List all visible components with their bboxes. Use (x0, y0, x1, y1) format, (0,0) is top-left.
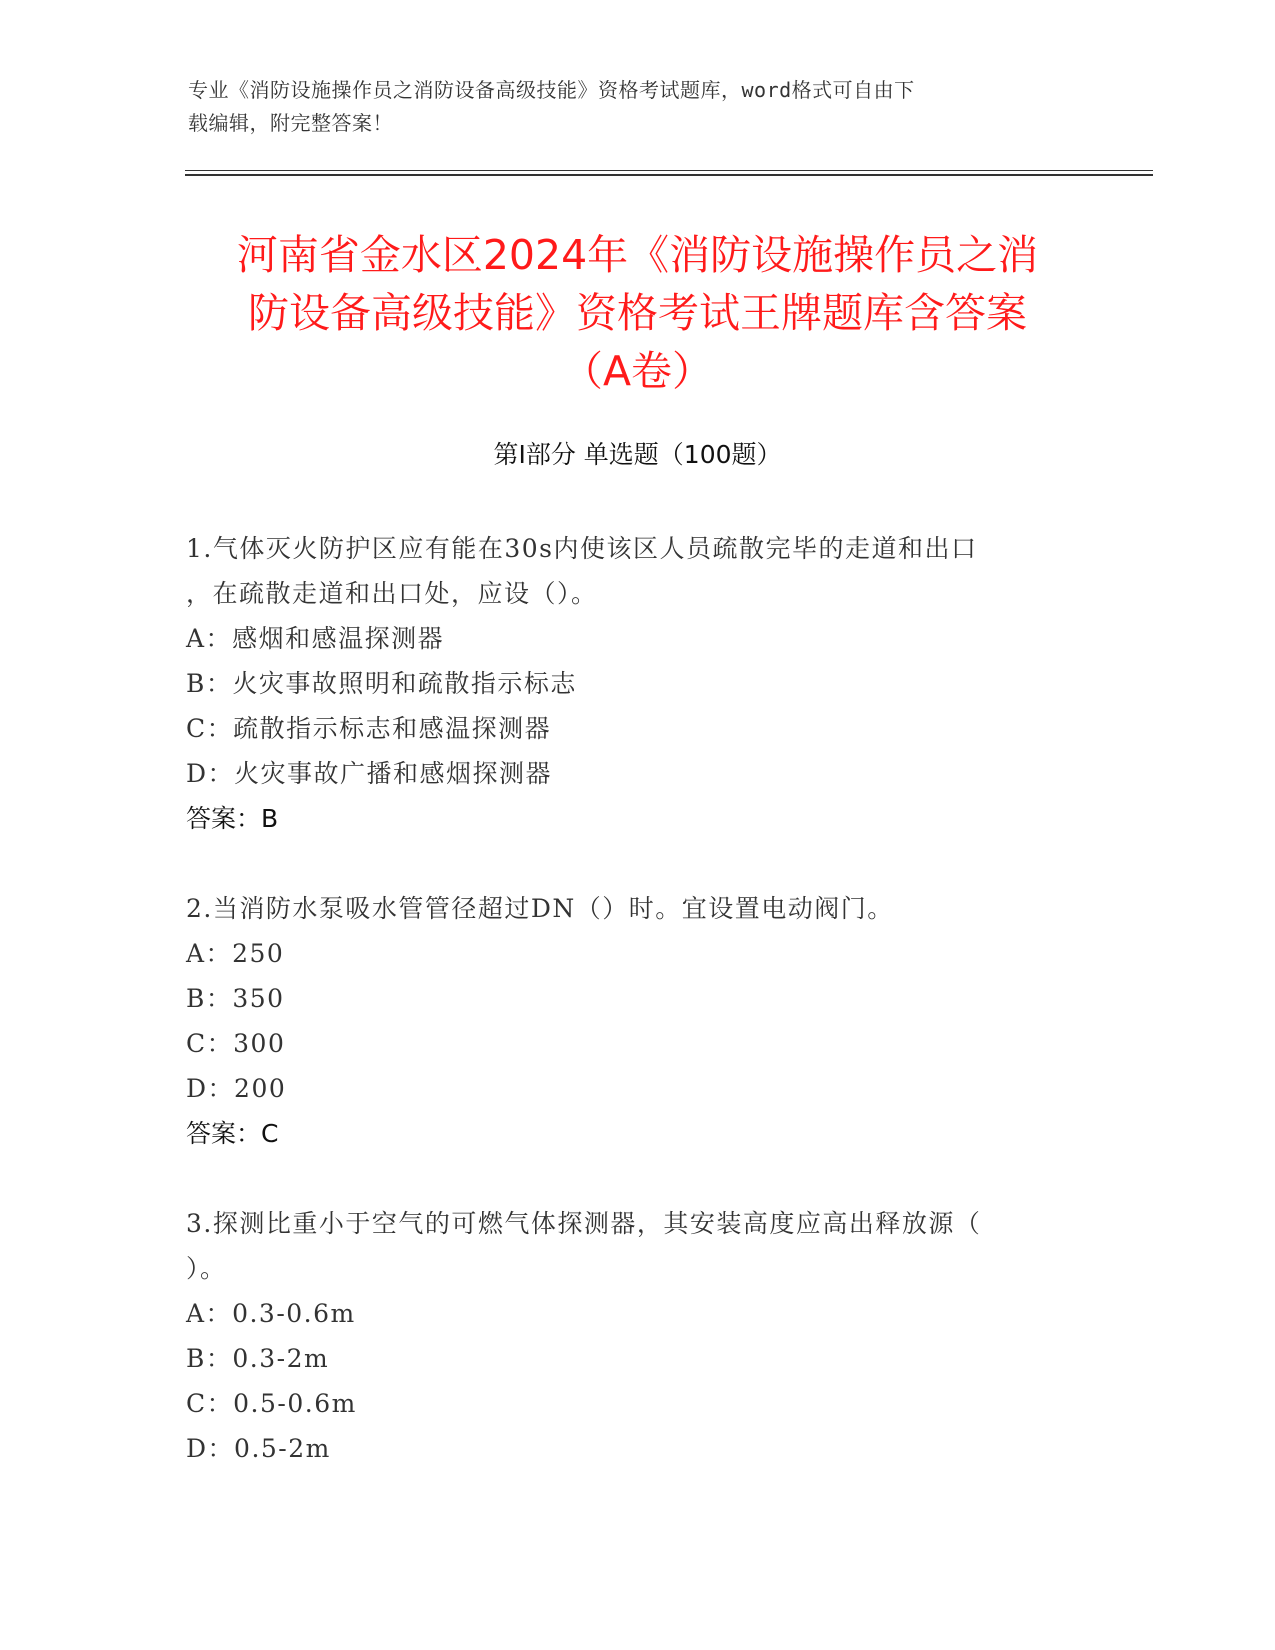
option-text: 200 (234, 1074, 287, 1103)
option-a (186, 616, 1066, 661)
option-label: A： (186, 939, 233, 968)
option-label: C： (186, 1389, 234, 1418)
option-label: B： (186, 1344, 233, 1373)
option-label: A： (186, 1299, 233, 1328)
header-rule-thick (185, 174, 1153, 176)
document-title-line-3: （A卷） (561, 347, 714, 395)
option-text: 300 (233, 1029, 286, 1058)
option-text: 0.5-2m (234, 1434, 331, 1463)
question-stem: 3.探测比重小于空气的可燃气体探测器，其安装高度应高出释放源（ (186, 1209, 982, 1238)
question-2 (186, 886, 1066, 1156)
question-stem-continued: ）。 (186, 1254, 227, 1283)
option-d (186, 751, 1066, 796)
option-text: 0.3-2m (232, 1344, 330, 1373)
document-title (170, 226, 1105, 400)
option-a (186, 1291, 1066, 1336)
option-b (186, 661, 1066, 706)
option-label: B： (186, 984, 233, 1013)
option-text: 350 (232, 984, 285, 1013)
option-c (186, 1021, 1066, 1066)
header-note (188, 74, 1068, 140)
option-label: B： (186, 669, 233, 698)
option-text: 火灾事故广播和感烟探测器 (234, 759, 553, 788)
option-b (186, 1336, 1066, 1381)
option-label: D： (186, 1074, 235, 1103)
question-stem: 2.当消防水泵吸水管管径超过DN（）时。宜设置电动阀门。 (186, 894, 894, 923)
option-text: 250 (232, 939, 285, 968)
header-note-line-2: 载编辑，附完整答案！ (188, 111, 393, 135)
question-1 (186, 526, 1066, 841)
question-stem-continued: ，在疏散走道和出口处，应设（）。 (186, 579, 598, 608)
option-label: C： (186, 714, 234, 743)
answer-line: 答案：C (186, 1119, 279, 1148)
header-rule-thin (185, 170, 1153, 171)
question-3 (186, 1201, 1066, 1471)
question-list (186, 526, 1066, 1516)
document-title-line-1: 河南省金水区2024年《消防设施操作员之消 (236, 231, 1039, 279)
option-text: 0.5-0.6m (233, 1389, 357, 1418)
document-title-line-2: 防设备高级技能》资格考试王牌题库含答案 (248, 289, 1027, 337)
option-a (186, 931, 1066, 976)
option-c (186, 706, 1066, 751)
option-label: A： (186, 624, 233, 653)
option-label: D： (186, 759, 235, 788)
question-stem: 1.气体灭火防护区应有能在30s内使该区人员疏散完毕的走道和出口 (186, 534, 978, 563)
option-d (186, 1426, 1066, 1471)
option-text: 火灾事故照明和疏散指示标志 (232, 669, 577, 698)
header-note-line-1: 专业《消防设施操作员之消防设备高级技能》资格考试题库，word格式可自由下 (188, 78, 915, 102)
answer-line: 答案：B (186, 804, 279, 833)
option-d (186, 1066, 1066, 1111)
option-text: 疏散指示标志和感温探测器 (233, 714, 552, 743)
option-label: C： (186, 1029, 234, 1058)
option-b (186, 976, 1066, 1021)
option-c (186, 1381, 1066, 1426)
option-text: 感烟和感温探测器 (232, 624, 445, 653)
option-label: D： (186, 1434, 235, 1463)
section-title: 第Ⅰ部分 单选题（100题） (493, 440, 782, 469)
option-text: 0.3-0.6m (232, 1299, 356, 1328)
